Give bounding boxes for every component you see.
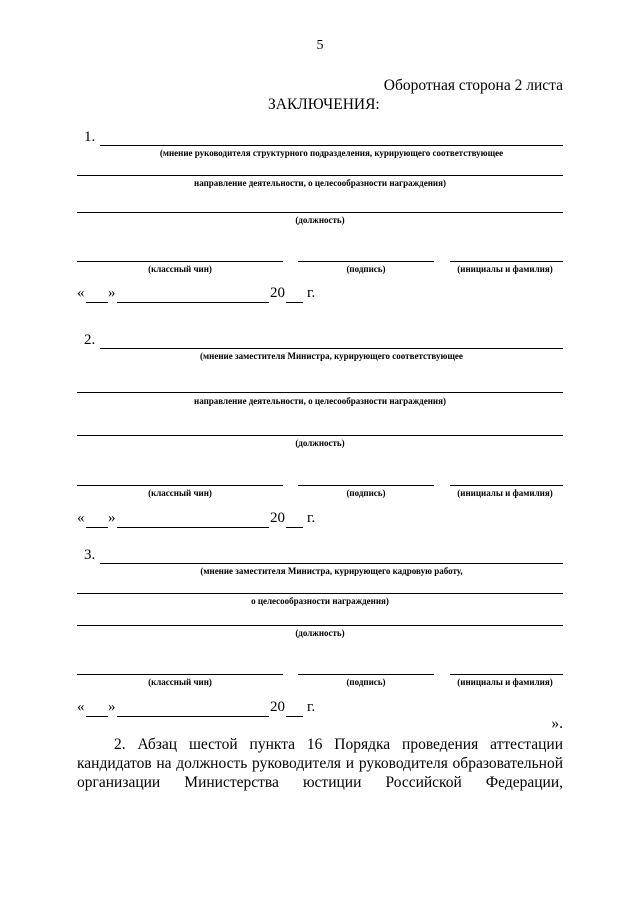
section-number: 2. (84, 332, 96, 348)
name-line[interactable] (450, 261, 563, 262)
date-month-field[interactable] (117, 302, 269, 303)
date-year-field[interactable] (286, 527, 303, 528)
date-month-field[interactable] (117, 716, 269, 717)
signature-line[interactable] (298, 261, 434, 262)
signature-caption: (подпись) (346, 488, 386, 498)
name-caption: (инициалы и фамилия) (457, 264, 553, 274)
rank-caption: (классный чин) (148, 488, 212, 498)
date-year-prefix: 20 (270, 285, 285, 301)
name-line[interactable] (450, 674, 563, 675)
date-close-quote: » (108, 510, 116, 526)
date-suffix: г. (307, 510, 316, 526)
rank-line[interactable] (77, 674, 283, 675)
name-caption: (инициалы и фамилия) (457, 488, 553, 498)
opinion-caption-line2: о целесообразности награждения) (251, 596, 389, 606)
signature-caption: (подпись) (346, 264, 386, 274)
section-number: 1. (84, 129, 96, 145)
opinion-caption-line1: (мнение заместителя Министра, курирующего соответствующее (200, 351, 463, 361)
date-suffix: г. (307, 285, 316, 301)
date-close-quote: » (108, 285, 116, 301)
opinion-caption-line2: направление деятельности, о целесообразности награждения) (194, 396, 446, 406)
date-month-field[interactable] (117, 527, 269, 528)
date-row (77, 699, 337, 719)
body-paragraph-line-1: 2. Абзац шестой пункта 16 Порядка проведения аттестации (114, 736, 563, 753)
name-line[interactable] (450, 485, 563, 486)
opinion-line-2[interactable] (77, 175, 563, 176)
section-number: 3. (84, 547, 96, 563)
name-caption: (инициалы и фамилия) (457, 677, 553, 687)
opinion-line-1[interactable] (100, 348, 563, 349)
date-open-quote: « (77, 510, 85, 526)
date-year-prefix: 20 (270, 699, 285, 715)
body-paragraph-line-3: организации Министерства юстиции Российской Федерации, (77, 774, 563, 791)
rank-line[interactable] (77, 485, 283, 486)
opinion-caption-line2: направление деятельности, о целесообразности награждения) (194, 178, 446, 188)
position-caption: (должность) (295, 215, 345, 225)
signature-caption: (подпись) (346, 677, 386, 687)
date-day-field[interactable] (86, 302, 108, 303)
rank-caption: (классный чин) (148, 264, 212, 274)
opinion-line-1[interactable] (100, 563, 563, 564)
signature-line[interactable] (298, 485, 434, 486)
opinion-line-2[interactable] (77, 593, 563, 594)
opinion-caption-line1: (мнение руководителя структурного подразделения, курирующего соответствующее (159, 148, 504, 158)
position-caption: (должность) (295, 628, 345, 638)
rank-caption: (классный чин) (148, 677, 212, 687)
date-suffix: г. (307, 699, 316, 715)
date-day-field[interactable] (86, 527, 108, 528)
page-number: 5 (316, 38, 324, 53)
date-row (77, 285, 337, 305)
date-year-field[interactable] (286, 302, 303, 303)
date-close-quote: » (108, 699, 116, 715)
date-day-field[interactable] (86, 716, 108, 717)
position-line[interactable] (77, 212, 563, 213)
heading: ЗАКЛЮЧЕНИЯ: (268, 96, 380, 113)
position-line[interactable] (77, 625, 563, 626)
body-paragraph-line-2: кандидатов на должность руководителя и руководителя образовательной (77, 755, 563, 772)
rank-line[interactable] (77, 261, 283, 262)
position-line[interactable] (77, 435, 563, 436)
opinion-caption-line1: (мнение заместителя Министра, курирующего кадровую работу, (200, 566, 463, 576)
opinion-line-1[interactable] (100, 145, 563, 146)
position-caption: (должность) (295, 438, 345, 448)
signature-line[interactable] (298, 674, 434, 675)
date-open-quote: « (77, 285, 85, 301)
closing-quote: ». (551, 715, 563, 732)
date-year-prefix: 20 (270, 510, 285, 526)
header-note: Оборотная сторона 2 листа (383, 77, 563, 94)
date-year-field[interactable] (286, 716, 303, 717)
date-row (77, 510, 337, 530)
opinion-line-2[interactable] (77, 392, 563, 393)
date-open-quote: « (77, 699, 85, 715)
